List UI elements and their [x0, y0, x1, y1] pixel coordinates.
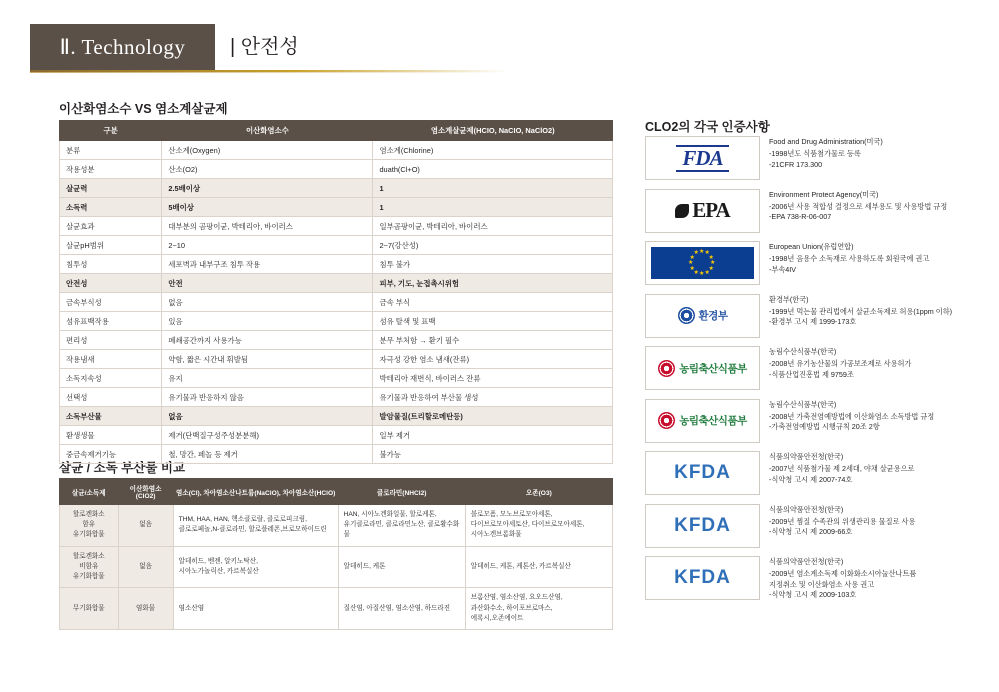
- certification-detail: -2008년 가축전염예방법에 이산화염소 소독방법 규정: [769, 411, 935, 421]
- col-header-clo2: 이산화염소수: [162, 121, 373, 141]
- col-header-category: 구분: [60, 121, 162, 141]
- header-rule-secondary: [30, 72, 510, 73]
- chapter-title: Ⅱ. Technology: [59, 34, 186, 59]
- row-value: 발암물질(트리할로메탄등): [373, 407, 613, 426]
- row-label: 소독력: [60, 198, 162, 217]
- row-label: 환생생물: [60, 426, 162, 445]
- fda-logo-icon: FDA: [645, 136, 760, 180]
- row-value: 금속 부식: [373, 293, 613, 312]
- table-row: [60, 369, 613, 388]
- col-header-chlorine: 염소계살균제(HCIO, NaCIO, NaClO2): [373, 121, 613, 141]
- certification-detail: -2007년 식품첨가물 제 2세대, 야채 살균용으로: [769, 464, 915, 474]
- certification-detail: -2009년 찜질 수족관의 위생관리용 물질로 사용: [769, 516, 916, 526]
- row-value: 피부, 기도, 눈접촉시위험: [373, 274, 613, 293]
- certification-detail: -식약청 고시 제 2009-103호: [769, 590, 857, 600]
- certification-detail: -가축전염예방법 시행규칙 20조 2항: [769, 422, 880, 432]
- ministry-of-agriculture-logo-icon: 농림축산식품부: [645, 346, 760, 390]
- row-value: 섬유 탈색 및 표백: [373, 312, 613, 331]
- certification-name: 식품의약품안전청(한국): [769, 504, 844, 514]
- row-label: 중금속제거기능: [60, 445, 162, 464]
- certification-detail: -식약청 고시 제 2007-74호: [769, 474, 853, 484]
- certification-detail: -2009년 염소계소독제 이화화소시아눌산나트륨: [769, 569, 917, 579]
- row-value: 세포벽과 내부구조 침투 작용: [162, 255, 373, 274]
- col-header-chloramine: 클로라민(NHCl2): [338, 479, 465, 505]
- certification-detail: -2008년 유기농산물의 가공보조제로 사용허가: [769, 359, 912, 369]
- row-value: 없음: [162, 293, 373, 312]
- row-value: 블로모폼, 모노브로모아세톤, 다이브로모아세토산, 다이브로모아세톤, 시아노겐브롬화물: [465, 505, 612, 547]
- row-label: 무기화합물: [60, 588, 119, 630]
- row-value-clo2: 없음: [118, 505, 173, 547]
- row-value-clo2: 없음: [118, 546, 173, 588]
- row-label: 금속부식성: [60, 293, 162, 312]
- certification-detail: -식약청 고시 제 2009-66호: [769, 527, 853, 537]
- row-label: 섬유표백작용: [60, 312, 162, 331]
- row-value: 염소계(Chlorine): [373, 141, 613, 160]
- certification-detail: -부속4IV: [769, 264, 797, 274]
- certification-name: Food and Drug Administration(미국): [769, 137, 883, 146]
- row-value: 일부 제거: [373, 426, 613, 445]
- row-value: HAN, 시아노겐화일물, 할로케톤, 유기클로라민, 클로라민노산, 클로활수화물: [338, 505, 465, 547]
- certification-detail: -환경부 고시 제 1999-173호: [769, 317, 857, 327]
- row-value: 있음: [162, 312, 373, 331]
- table-row: [60, 141, 613, 160]
- certification-name: 환경부(한국): [769, 294, 809, 304]
- row-label: 선택성: [60, 388, 162, 407]
- row-value: 염소산염: [173, 588, 338, 630]
- row-value: 산소계(Oxygen): [162, 141, 373, 160]
- row-label: 편리성: [60, 331, 162, 350]
- row-label: 살균효과: [60, 217, 162, 236]
- table-row: [60, 588, 613, 630]
- certification-item: [645, 136, 965, 180]
- table-row: [60, 388, 613, 407]
- row-label: 소독지속성: [60, 369, 162, 388]
- row-value: 일부곰팡이균, 박테리아, 바이러스: [373, 217, 613, 236]
- col-header-clo2: 이산화염소(ClO2): [118, 479, 173, 505]
- kfda-logo-icon: KFDA: [645, 556, 760, 600]
- row-value: 박테리아 재번식, 바이러스 잔류: [373, 369, 613, 388]
- certification-detail: -2006년 사용 적합성 결정으로 세부용도 및 사용방법 규정: [769, 201, 948, 211]
- row-value: 알데히드, 케톤, 케톤산, 카르복실산: [465, 546, 612, 588]
- certification-name: 식품의약품안전청(한국): [769, 452, 844, 461]
- row-value: 브롬산염, 염소산염, 요오드산염, 과산화수소, 하이포브로마스, 에록시,오존에이트: [465, 588, 612, 630]
- col-header-chlorine: 염소(Cl), 차아염소산나트륨(NaClO), 차아염소산(HClO): [173, 479, 338, 505]
- epa-logo-icon: EPA: [645, 189, 760, 233]
- row-value: 불가능: [373, 445, 613, 464]
- certification-detail: -식품산업진흥법 제 9759조: [769, 369, 854, 379]
- certification-detail: -1998년도 식품첨가물로 등록: [769, 149, 861, 159]
- slide-header: [30, 24, 510, 72]
- table-header-row: [60, 121, 613, 141]
- row-value: 침투 불가: [373, 255, 613, 274]
- row-value: 약함, 짧은 시간내 휘발됨: [162, 350, 373, 369]
- table-row: [60, 407, 613, 426]
- table-row: [60, 331, 613, 350]
- row-label: 할로겐화소 비함유 유기화합물: [60, 546, 119, 588]
- byproduct-table: [59, 478, 613, 630]
- table-row: [60, 293, 613, 312]
- table-row: [60, 312, 613, 331]
- certification-text: [769, 504, 915, 538]
- table-row: [60, 274, 613, 293]
- row-value: 알데히드, 벤젠, 알키노탁산, 시아노가놀릭산, 카르복실산: [173, 546, 338, 588]
- row-value: 대부분의 곰팡이균, 박테리아, 바이러스: [162, 217, 373, 236]
- row-value: 5배이상: [162, 198, 373, 217]
- certification-name: European Union(유럽연합): [769, 242, 854, 251]
- row-value: THM, HAA, HAN, 핵소클로랄, 클로로피크림, 클로로페놀,N-클로라민, 할로플레폰,브로모하이드린: [173, 505, 338, 547]
- certification-text: [769, 241, 929, 275]
- row-value: 질산염, 아질산염, 염소산염, 하드라진: [338, 588, 465, 630]
- row-value: 1: [373, 179, 613, 198]
- certification-text: [769, 451, 914, 485]
- comparison-table: [59, 120, 613, 464]
- row-value: duath(Cl+O): [373, 160, 613, 179]
- subtitle-divider: |: [230, 36, 236, 58]
- row-value: 2~7(강산성): [373, 236, 613, 255]
- row-value: 알데히드, 케톤: [338, 546, 465, 588]
- row-value: 자극성 강한 염소 냄새(잔류): [373, 350, 613, 369]
- table-row: [60, 255, 613, 274]
- kfda-logo-icon: KFDA: [645, 504, 760, 548]
- certification-text: [769, 399, 934, 433]
- certification-text: [769, 294, 952, 328]
- certification-item: [645, 346, 965, 390]
- certification-section-title: CLO2의 각국 인증사항: [645, 120, 770, 134]
- compare-section-title: 이산화염소수 VS 염소계살균제: [59, 102, 228, 116]
- certification-text: [769, 346, 911, 380]
- certification-detail: 지정취소 및 이산화염소 사용 권고: [769, 579, 875, 589]
- row-label: 침투성: [60, 255, 162, 274]
- row-label: 안전성: [60, 274, 162, 293]
- certification-detail: -1999년 먹는물 관리법에서 살균소독제로 허용(1ppm 이하): [769, 306, 953, 316]
- certification-item: [645, 241, 965, 285]
- row-label: 살균력: [60, 179, 162, 198]
- row-label: 소독부산물: [60, 407, 162, 426]
- certification-item: [645, 504, 965, 548]
- ministry-of-environment-logo-icon: 환경부: [645, 294, 760, 338]
- row-value: 유지: [162, 369, 373, 388]
- certification-item: [645, 189, 965, 233]
- certification-item: [645, 556, 965, 601]
- certification-text: [769, 136, 883, 170]
- row-value: 유기물과 반응하지 않음: [162, 388, 373, 407]
- table-row: [60, 546, 613, 588]
- row-value: 없음: [162, 407, 373, 426]
- col-header-agent: 살균/소독제: [60, 479, 119, 505]
- row-value: 1: [373, 198, 613, 217]
- certification-detail: -21CFR 173.300: [769, 159, 823, 169]
- row-value: 제거(단백질구성주성분분해): [162, 426, 373, 445]
- certification-name: 농림수산식품부(한국): [769, 399, 837, 409]
- table-header-row: [60, 479, 613, 505]
- table-row: [60, 426, 613, 445]
- table-row: [60, 236, 613, 255]
- certification-item: [645, 294, 965, 338]
- table-row: [60, 217, 613, 236]
- table-row: [60, 505, 613, 547]
- certification-name: 농림수산식품부(한국): [769, 347, 837, 356]
- certification-detail: -EPA 738-R-06-007: [769, 212, 832, 222]
- table-row: [60, 350, 613, 369]
- certification-list: [645, 136, 965, 609]
- table-row: [60, 198, 613, 217]
- certification-text: [769, 189, 947, 223]
- row-label: 분류: [60, 141, 162, 160]
- row-label: 할로겐화소 함유 유기화합물: [60, 505, 119, 547]
- table-row: [60, 160, 613, 179]
- row-value: 안전: [162, 274, 373, 293]
- row-value: 폐쇄공간까지 사용가능: [162, 331, 373, 350]
- certification-name: Environment Protect Agency(미국): [769, 189, 879, 199]
- table-row: [60, 445, 613, 464]
- row-value: 분무 부처함 → 환기 필수: [373, 331, 613, 350]
- row-label: 작용냄새: [60, 350, 162, 369]
- col-header-ozone: 오존(O3): [465, 479, 612, 505]
- eu-flag-icon: ★ ★ ★ ★ ★ ★ ★ ★ ★ ★ ★ ★: [645, 241, 760, 285]
- slide-subtitle: [230, 30, 299, 59]
- row-value: 2~10: [162, 236, 373, 255]
- row-value: 산소(O2): [162, 160, 373, 179]
- row-value: 2.5배이상: [162, 179, 373, 198]
- certification-item: [645, 399, 965, 443]
- row-label: 작용성분: [60, 160, 162, 179]
- kfda-logo-icon: KFDA: [645, 451, 760, 495]
- certification-name: 식품의약품안전청(한국): [769, 557, 844, 566]
- subtitle-text: 안전성: [240, 36, 299, 58]
- certification-detail: -1998년 음용수 소독재로 사용하도록 회원국에 권고: [769, 254, 930, 264]
- ministry-of-agriculture-logo-icon: 농림축산식품부: [645, 399, 760, 443]
- certification-item: [645, 451, 965, 495]
- row-value: 유기물과 반응하여 부산물 생성: [373, 388, 613, 407]
- row-value-clo2: 염화물: [118, 588, 173, 630]
- row-value: 철, 망간, 페놀 등 제거: [162, 445, 373, 464]
- byproduct-section-title: 살균 / 소독 부산물 비교: [59, 461, 186, 475]
- row-label: 살균pH범위: [60, 236, 162, 255]
- certification-text: [769, 556, 916, 601]
- table-row: [60, 179, 613, 198]
